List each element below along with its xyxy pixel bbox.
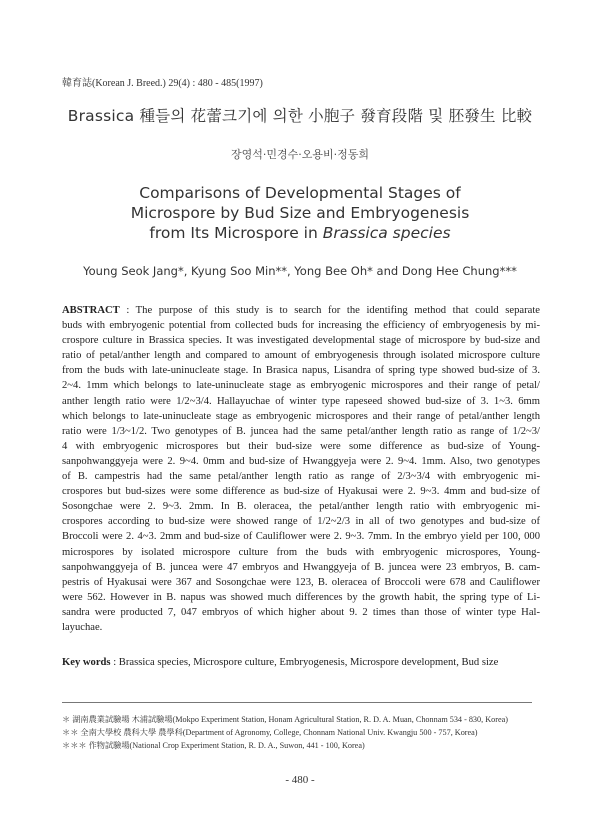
english-title-line-2: Microspore by Bud Size and Embryogenesis <box>130 204 470 222</box>
english-title-line-1: Comparisons of Developmental Stages of <box>139 184 461 202</box>
abstract-line: layuchae. <box>62 621 103 633</box>
korean-authors: 장영석·민경수·오용비·정동희 <box>230 148 369 161</box>
english-title-species: Brassica species <box>322 224 451 242</box>
abstract-line-text: : The purpose of this study is to search for the identifing method that could separate <box>126 305 540 316</box>
abstract-line: of B. campestris had the same petal/anther length ratio as range of 2/3~3/4 with embryogenic mi- <box>62 471 540 483</box>
footnote-2: ＊＊ 全南大學校 農科大學 農學科(Department of Agronomy, College, Chonnam National Univ. Kwangju 500 - 757, Korea) <box>62 728 478 737</box>
english-title-line-3 <box>0 223 600 243</box>
abstract-line: ratio of petal/anther length and compared to amount of embryogenesis through isolated microspore culture <box>62 350 540 362</box>
english-title-line-3-prefix: from Its Microspore in <box>149 224 318 242</box>
journal-reference: 韓育誌(Korean J. Breed.) 29(4) : 480 - 485(1997) <box>62 78 263 89</box>
english-authors: Young Seok Jang*, Kyung Soo Min**, Yong Bee Oh* and Dong Hee Chung*** <box>83 264 517 278</box>
abstract-line: Sosongchae were 2. 9~3. 2mm. In B. oleracea, the petal/anther length ratio with embryogenic mi- <box>62 501 540 513</box>
abstract-line: anther length ratio were 1/2~3/4. Hallayuchae of winter type rapeseed showed bud-size of 3. 1~3. 6mm <box>62 395 540 407</box>
abstract-label: ABSTRACT <box>62 305 120 316</box>
abstract-line: which belongs to late-uninucleate stage as embryogenic microspores and their range of petal/anther length <box>62 410 540 422</box>
abstract-line: sandra were producted 7, 047 embryos of which higher about 9. 2 times than those of winter type Hal- <box>62 606 540 618</box>
abstract-line: crospores but bud-sizes were some difference as bud-size of Hyakusai were 2. 9~3. 4mm and bud-size of <box>62 486 540 498</box>
affiliation-footnotes <box>62 713 542 752</box>
abstract-line: crospores according to bud-size were showed range of 1/2~2/3 in all of two genotypes and bud-size of <box>62 516 540 528</box>
footnote-divider <box>62 702 532 703</box>
abstract-line: crospore culture in Brassica species. It was investigated developmental stage of microspore by bud-size and <box>62 335 540 347</box>
korean-title: Brassica 種들의 花蕾크기에 의한 小胞子 發育段階 및 胚發生 比較 <box>67 107 533 125</box>
abstract-line: microspores by isolated microspore culture from the buds with embryogenic microspores, Young- <box>62 546 540 558</box>
abstract-line: 4 with embryogenic microspores but their bud-size were some difference as bud-size of Young- <box>62 440 540 452</box>
abstract <box>62 303 540 635</box>
abstract-line: Broccoli were 2. 4~3. 2mm and bud-size of Cauliflower were 2. 9~3. 7mm. In the embryo yield per 100, 000 <box>62 531 540 543</box>
abstract-line <box>62 303 540 318</box>
page-number: - 480 - <box>285 774 315 786</box>
footnote-1: ＊ 湖南農業試驗場 木浦試驗場(Mokpo Experiment Station, Honam Agricultural Station, R. D. A. Muan, Chonnam 534 - 830, Korea) <box>62 715 508 724</box>
keywords-text: : Brassica species, Microspore culture, Embryogenesis, Microspore development, Bud size <box>113 657 499 668</box>
footnote-3: ＊＊＊ 作物試驗場(National Crop Experiment Station, R. D. A., Suwon, 441 - 100, Korea) <box>62 741 365 750</box>
english-title <box>0 183 600 243</box>
abstract-line: ratio were 1/3~1/2. Two genotypes of B. juncea had the same petal/anther length ratio as range of 1/2~3/ <box>62 425 540 437</box>
abstract-line: 2~4. 1mm which belongs to late-uninucleate stage as embryogenic microspores and their range of petal/ <box>62 380 540 392</box>
abstract-line: sanpohwanggyeja were 2. 9~4. 0mm and bud-size of Hwanggyeja were 2. 9~4. 1mm. Also, two genotypes <box>62 455 540 467</box>
abstract-line: buds with embryogenic potential from collected buds for increasing the efficiency of embryogenesis by mi- <box>62 320 540 332</box>
abstract-line: pestris of Hyakusai were 367 and Sosongchae were 123, B. oleracea of Broccoli were 678 and Cauliflower <box>62 576 540 588</box>
abstract-line: were 562. However in B. napus was showed much differences by the growth habit, the spring type of Li- <box>62 591 540 603</box>
keywords <box>62 657 540 668</box>
keywords-label: Key words <box>62 657 111 668</box>
abstract-line: from the buds with late-uninucleate stage. In Brasica napus, Lisandra of spring type showed bud-size of 3. <box>62 365 540 377</box>
abstract-line: sanpohwanggyeja of B. juncea were 47 embryos and Hwanggyeja of B. juncea were 23 embryos, B. cam- <box>62 561 540 573</box>
